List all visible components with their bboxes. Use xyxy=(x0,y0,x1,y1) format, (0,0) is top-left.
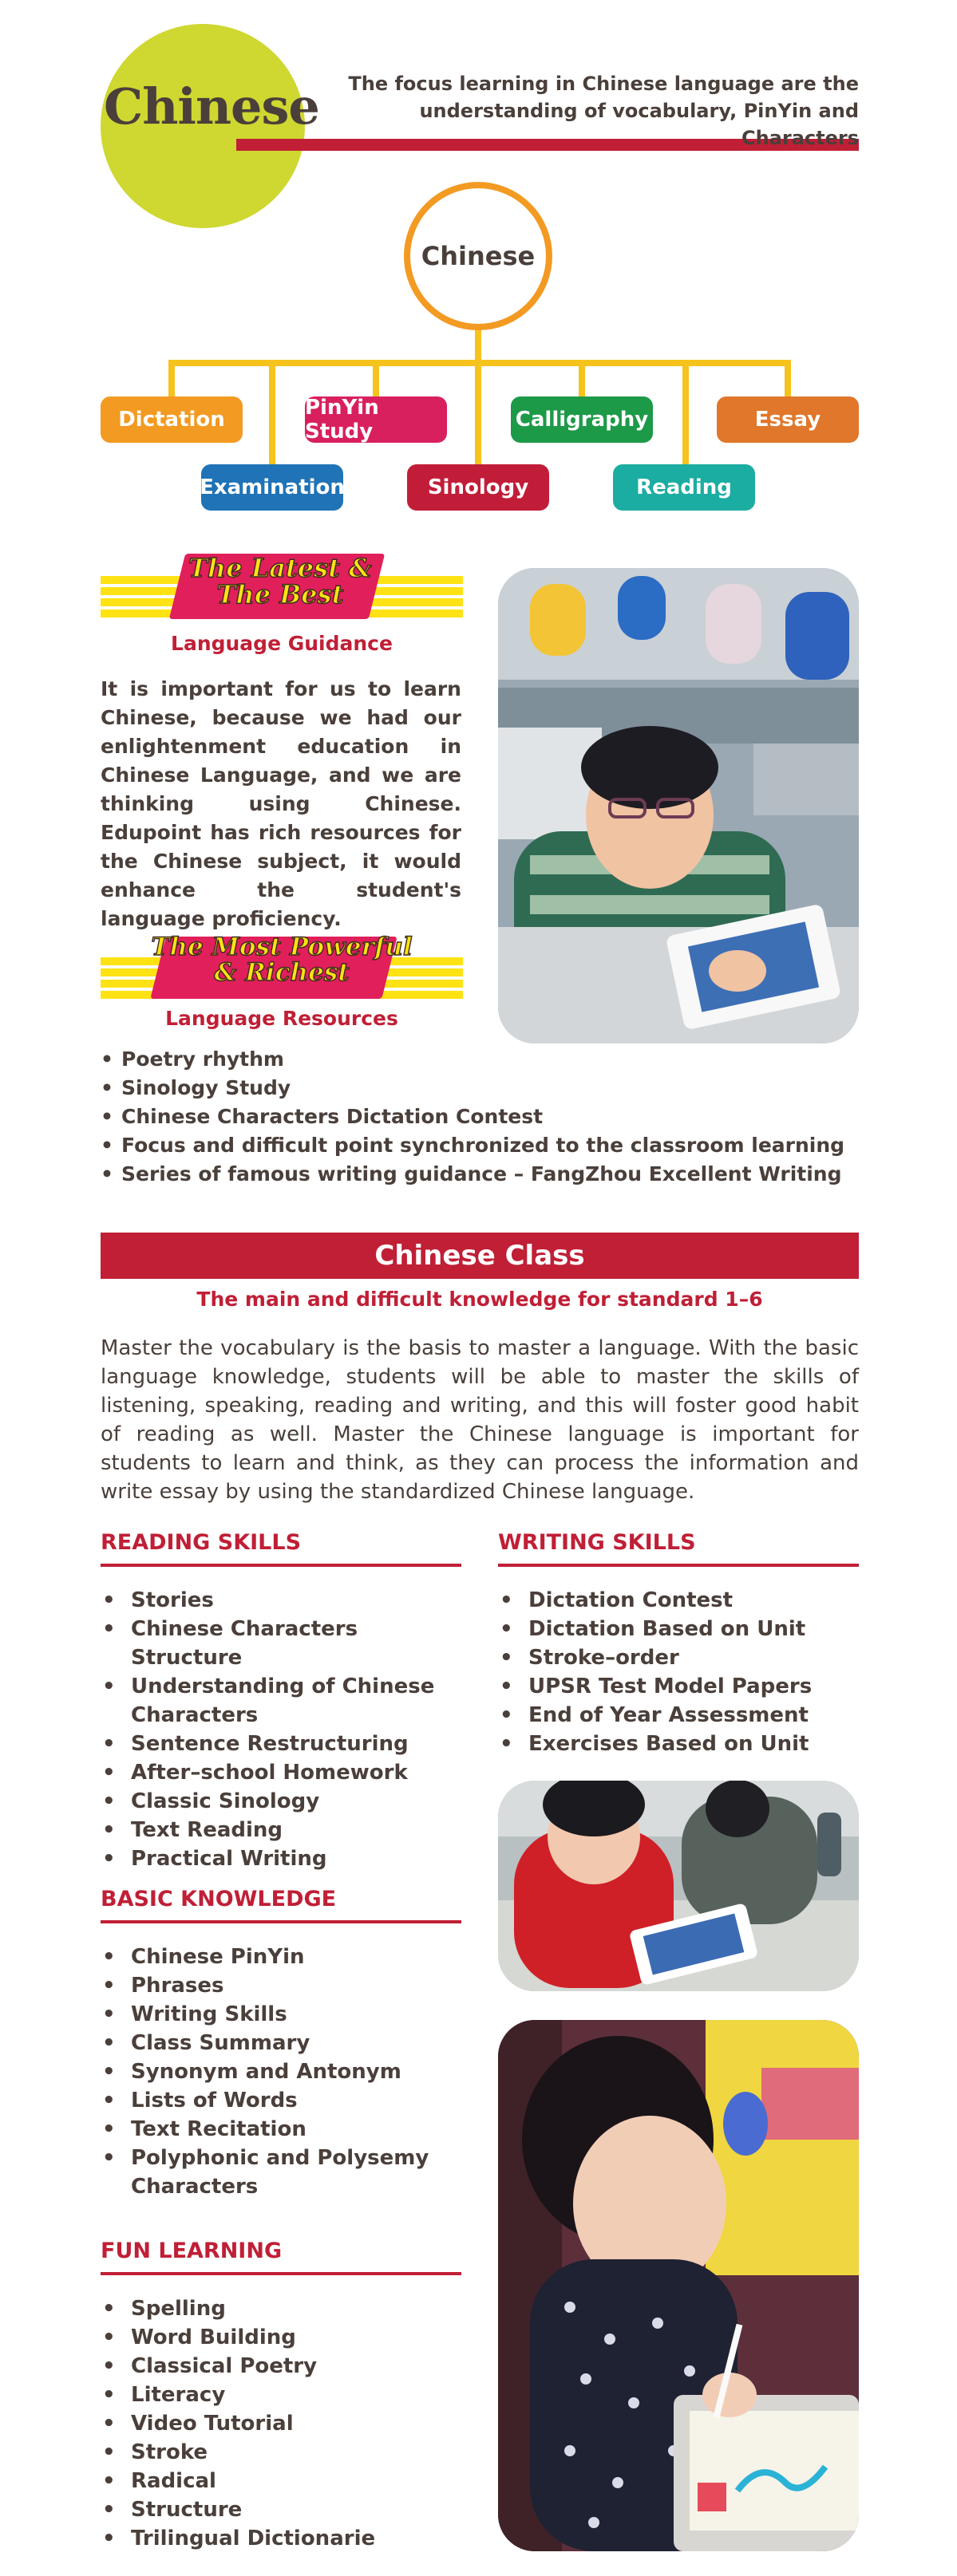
list-item: • Focus and difficult point synchronized to the classroom learning xyxy=(101,1131,859,1160)
list-item: • Spelling xyxy=(101,2294,444,2323)
reading-skills-list xyxy=(101,1586,444,1873)
list-item: • End of Year Assessment xyxy=(498,1701,841,1730)
tree-connector xyxy=(682,360,689,467)
girl-writing-photo xyxy=(498,2020,859,2551)
list-item: • Dictation Based on Unit xyxy=(498,1615,841,1643)
list-item: • Class Summary xyxy=(101,2029,444,2057)
list-item: • After–school Homework xyxy=(101,1758,444,1787)
list-item: • Phrases xyxy=(101,1971,444,2000)
list-item: • Writing Skills xyxy=(101,2000,444,2029)
list-item: • Understanding of Chinese Characters xyxy=(101,1672,444,1730)
tree-node-dictation: Dictation xyxy=(101,396,243,443)
fun-learning-list xyxy=(101,2294,444,2553)
list-item: • Word Building xyxy=(101,2323,444,2352)
guidance-banner-line2: The Best xyxy=(216,578,344,609)
list-item: • Literacy xyxy=(101,2381,444,2409)
list-item: • Synonym and Antonym xyxy=(101,2057,444,2086)
list-item: • Text Recitation xyxy=(101,2115,444,2144)
list-item: • Poetry rhythm xyxy=(101,1045,859,1074)
list-item: • Exercises Based on Unit xyxy=(498,1730,841,1758)
list-item: • Chinese PinYin xyxy=(101,1943,444,1971)
section-divider xyxy=(101,2272,461,2275)
list-item: • Structure xyxy=(101,2495,444,2524)
writing-skills-heading: WRITING SKILLS xyxy=(498,1530,696,1555)
list-item: • Stroke–order xyxy=(498,1643,841,1672)
list-item: • Stories xyxy=(101,1586,444,1615)
basic-knowledge-list xyxy=(101,1943,444,2201)
list-item: • Stroke xyxy=(101,2438,444,2467)
tree-connector xyxy=(373,360,379,396)
list-item: • Chinese Characters Dictation Contest xyxy=(101,1103,859,1131)
list-item: • Text Reading xyxy=(101,1816,444,1844)
tree-connector xyxy=(269,360,275,467)
guidance-banner-line1: The Latest & xyxy=(188,553,372,583)
section-divider xyxy=(101,1564,461,1567)
list-item: • Series of famous writing guidance – FangZhou Excellent Writing xyxy=(101,1160,859,1189)
tree-root: Chinese xyxy=(404,182,552,330)
chinese-class-title: Chinese Class xyxy=(101,1233,859,1279)
list-item: • Classical Poetry xyxy=(101,2352,444,2381)
section-divider xyxy=(498,1564,859,1567)
basic-knowledge-heading: BASIC KNOWLEDGE xyxy=(101,1887,337,1911)
tree-node-calligraphy: Calligraphy xyxy=(511,396,653,443)
list-item: • Chinese Characters Structure xyxy=(101,1615,444,1672)
tree-connector xyxy=(785,360,791,396)
tree-connector xyxy=(475,360,481,467)
list-item: • UPSR Test Model Papers xyxy=(498,1672,841,1701)
resources-banner-title xyxy=(132,935,431,985)
list-item: • Practical Writing xyxy=(101,1844,444,1873)
tree-node-reading: Reading xyxy=(613,464,755,511)
resources-list xyxy=(101,1045,859,1189)
resources-subtitle: Language Resources xyxy=(165,1007,398,1030)
guidance-banner-title xyxy=(164,555,396,607)
chinese-class-paragraph: Master the vocabulary is the basis to master a language. With the basic language knowledge, students will be able to master the skills of listening, speaking, reading and writing, and this will foster good habit of reading as well. Master the Chinese language is important for students to learn and think, as they can process the information and write essay by using the standardized Chinese language. xyxy=(101,1336,859,1504)
reading-skills-heading: READING SKILLS xyxy=(101,1530,302,1555)
guidance-banner xyxy=(101,542,463,670)
list-item: • Video Tutorial xyxy=(101,2409,444,2438)
list-item: • Lists of Words xyxy=(101,2086,444,2115)
guidance-subtitle: Language Guidance xyxy=(171,632,393,655)
classroom-photo-image xyxy=(498,568,859,1043)
writing-skills-list xyxy=(498,1586,841,1758)
resources-banner-line1: The Most Powerful xyxy=(151,933,413,961)
tree-node-pinyin-study: PinYin Study xyxy=(305,396,447,443)
list-item: • Sinology Study xyxy=(101,1074,859,1103)
resources-banner-line2: & Richest xyxy=(214,957,350,987)
tree-node-sinology: Sinology xyxy=(407,464,549,511)
student-tablet-photo xyxy=(498,1781,859,1991)
fun-learning-heading: FUN LEARNING xyxy=(101,2239,283,2263)
student-tablet-photo-image xyxy=(498,1781,859,1991)
tree-connector xyxy=(475,329,481,362)
guidance-paragraph: It is important for us to learn Chinese, because we had our enlightenment education in Chinese Language, and we are thinking using Chinese. Edupoint has rich resources for the Chinese subject, it would enhance the student's language proficiency. xyxy=(101,677,461,930)
list-item: • Sentence Restructuring xyxy=(101,1730,444,1758)
list-item: • Dictation Contest xyxy=(498,1586,841,1615)
tree-connector xyxy=(168,360,175,396)
header-subtitle: The focus learning in Chinese language are the understanding of vocabulary, PinYin and Characters xyxy=(348,73,859,149)
resources-banner xyxy=(101,927,463,1047)
list-item: • Radical xyxy=(101,2467,444,2495)
list-item: • Classic Sinology xyxy=(101,1787,444,1816)
tree-node-examination: Examination xyxy=(201,464,343,511)
list-item: • Polyphonic and Polysemy Characters xyxy=(101,2144,444,2201)
page-title: Chinese xyxy=(104,77,319,136)
tree-connector xyxy=(579,360,585,396)
tree-node-essay: Essay xyxy=(717,396,859,443)
section-divider xyxy=(101,1920,461,1923)
chinese-class-subtitle: The main and difficult knowledge for standard 1–6 xyxy=(196,1288,763,1311)
list-item: • Trilingual Dictionarie xyxy=(101,2524,444,2553)
girl-writing-photo-image xyxy=(498,2020,859,2551)
classroom-photo xyxy=(498,568,859,1043)
